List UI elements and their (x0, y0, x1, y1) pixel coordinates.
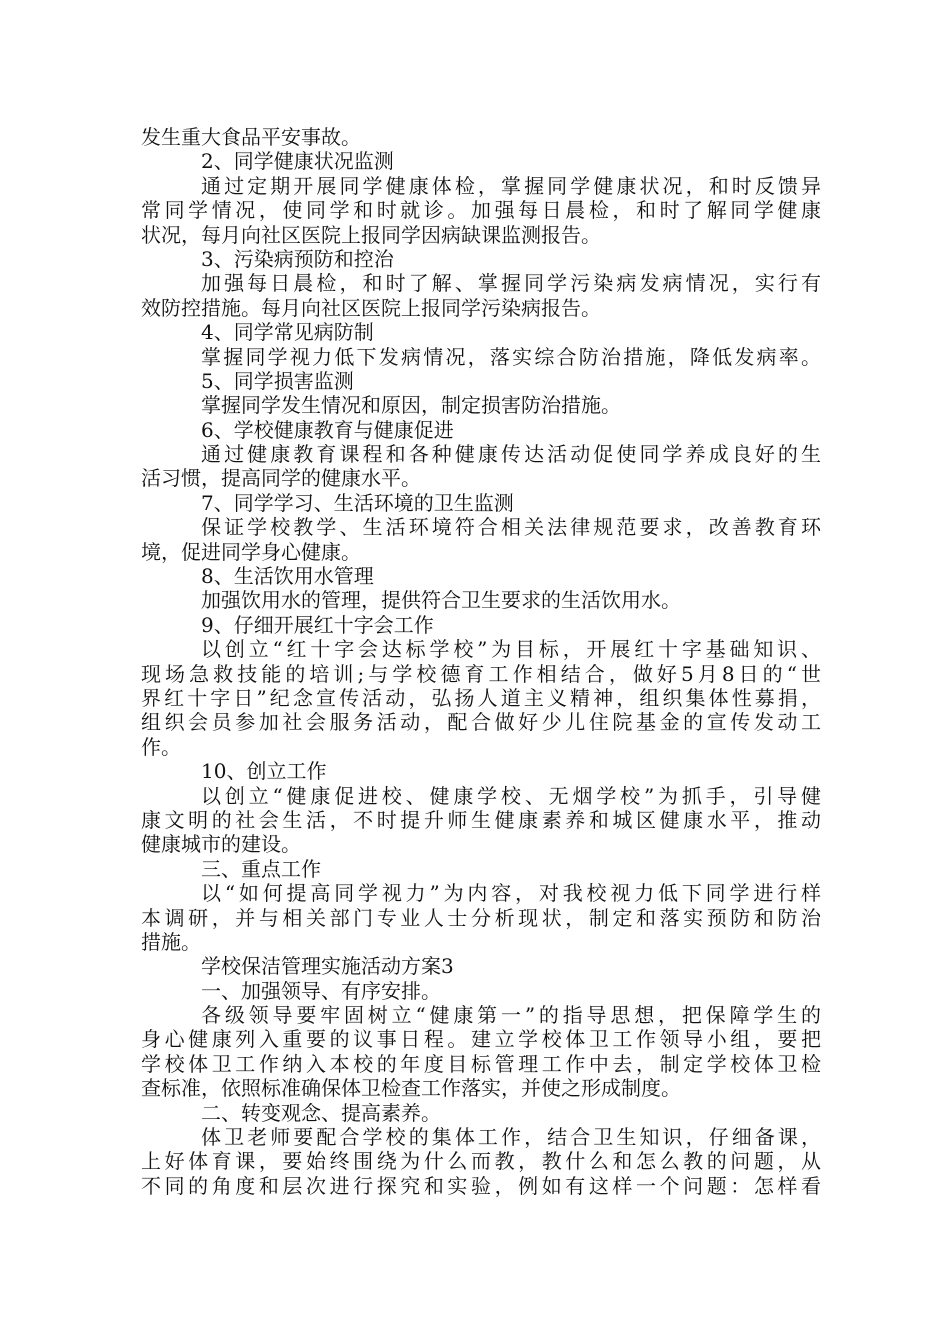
text-line: 通过健康教育课程和各种健康传达活动促使同学养成良好的生 (201, 442, 821, 467)
text-line: 各级领导要牢固树立“健康第一”的指导思想，把保障学生的 (201, 1003, 821, 1028)
text-line: 身心健康列入重要的议事日程。建立学校体卫工作领导小组，要把 (141, 1027, 821, 1052)
text-line: 3、污染病预防和控治 (201, 246, 394, 271)
text-line: 4、同学常见病防制 (201, 320, 374, 345)
text-line: 查标准，依照标准确保体卫检查工作落实，并使之形成制度。 (141, 1076, 681, 1101)
text-line: 健康城市的建设。 (141, 832, 301, 857)
text-line: 2、同学健康状况监测 (201, 149, 394, 174)
text-line: 常同学情况，使同学和时就诊。加强每日晨检，和时了解同学健康 (141, 198, 821, 223)
text-line: 以创立“健康促进校、健康学校、无烟学校”为抓手，引导健 (201, 783, 821, 808)
text-line: 保证学校教学、生活环境符合相关法律规范要求，改善教育环 (201, 515, 821, 540)
text-line: 体卫老师要配合学校的集体工作，结合卫生知识，仔细备课， (201, 1125, 821, 1150)
text-line: 不同的角度和层次进行探究和实验，例如有这样一个问题：怎样看 (141, 1173, 821, 1198)
text-line: 现场急救技能的培训;与学校德育工作相结合，做好5月8日的“世 (141, 661, 821, 686)
text-line: 以“如何提高同学视力”为内容，对我校视力低下同学进行样 (201, 881, 821, 906)
text-line: 一、加强领导、有序安排。 (201, 978, 441, 1003)
text-line: 效防控措施。每月向社区医院上报同学污染病报告。 (141, 295, 601, 320)
text-line: 本调研，并与相关部门专业人士分析现状，制定和落实预防和防治 (141, 905, 821, 930)
text-line: 三、重点工作 (201, 856, 321, 881)
text-line: 加强每日晨检，和时了解、掌握同学污染病发病情况，实行有 (201, 271, 821, 296)
text-line: 界红十字日”纪念宣传活动，弘扬人道主义精神，组织集体性募捐， (141, 685, 821, 710)
text-line: 上好体育课，要始终围绕为什么而教，教什么和怎么教的问题，从 (141, 1149, 821, 1174)
text-line: 组织会员参加社会服务活动，配合做好少儿住院基金的宣传发动工 (141, 710, 821, 735)
text-line: 9、仔细开展红十字会工作 (201, 612, 434, 637)
text-line: 5、同学损害监测 (201, 368, 354, 393)
text-line: 措施。 (141, 929, 201, 954)
text-line: 10、创立工作 (201, 759, 327, 784)
text-line: 掌握同学发生情况和原因，制定损害防治措施。 (201, 393, 621, 418)
text-line: 6、学校健康教育与健康促进 (201, 417, 454, 442)
text-line: 二、转变观念、提高素养。 (201, 1100, 441, 1125)
text-line: 状况，每月向社区医院上报同学因病缺课监测报告。 (141, 222, 601, 247)
text-line: 学校体卫工作纳入本校的年度目标管理工作中去，制定学校体卫检 (141, 1051, 821, 1076)
text-line: 通过定期开展同学健康体检，掌握同学健康状况，和时反馈异 (201, 173, 821, 198)
document-page (141, 125, 821, 1198)
text-line: 7、同学学习、生活环境的卫生监测 (201, 490, 514, 515)
text-line: 境，促进同学身心健康。 (141, 539, 361, 564)
text-line: 8、生活饮用水管理 (201, 564, 374, 589)
text-line: 学校保洁管理实施活动方案3 (201, 954, 454, 979)
text-line: 作。 (141, 734, 181, 759)
text-line: 以创立“红十字会达标学校”为目标，开展红十字基础知识、 (201, 637, 821, 662)
text-line: 活习惯，提高同学的健康水平。 (141, 466, 421, 491)
text-line: 康文明的社会生活，不时提升师生健康素养和城区健康水平，推动 (141, 807, 821, 832)
text-line: 掌握同学视力低下发病情况，落实综合防治措施，降低发病率。 (201, 344, 821, 369)
text-line: 加强饮用水的管理，提供符合卫生要求的生活饮用水。 (201, 588, 681, 613)
text-line: 发生重大食品平安事故。 (141, 125, 361, 149)
